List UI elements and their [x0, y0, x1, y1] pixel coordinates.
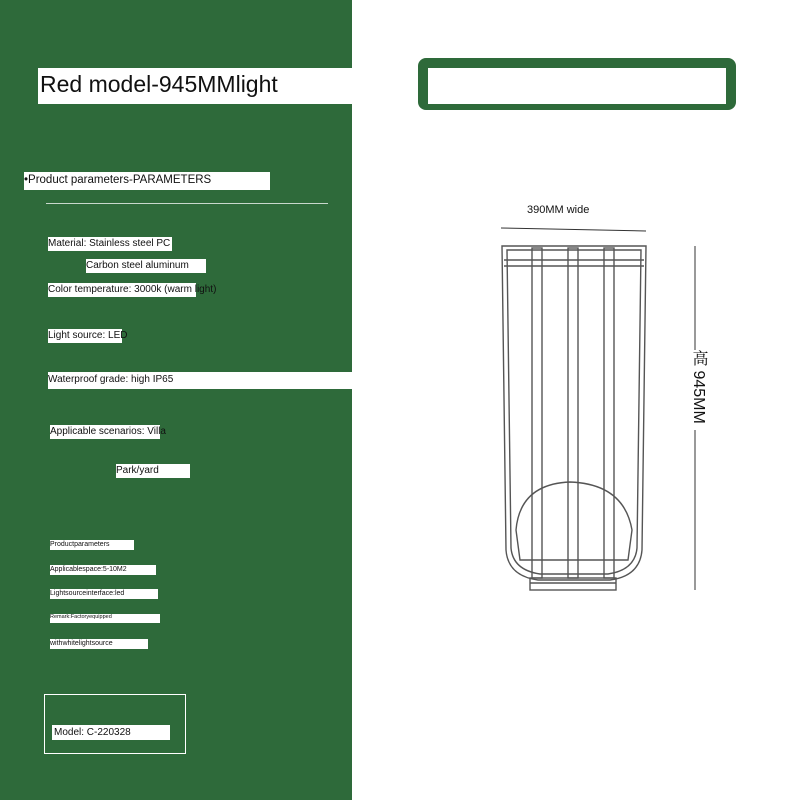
width-dimension-label: 390MM wide	[527, 204, 590, 216]
model-number: Model: C-220328	[52, 725, 170, 740]
param-material: Material: Stainless steel PC	[48, 238, 171, 249]
lamp-slat	[532, 248, 542, 578]
section-heading: •Product parameters-PARAMETERS	[24, 172, 270, 190]
lamp-drawing	[490, 220, 710, 600]
param-color-temperature: Color temperature: 3000k (warm light)	[48, 284, 217, 295]
lamp-outline-outer	[502, 246, 646, 580]
small-param-space: Applicablespace:5-10M2	[50, 565, 156, 575]
small-param-heading: Productparameters	[50, 540, 134, 550]
param-material-2: Carbon steel aluminum	[86, 259, 206, 273]
param-scenarios-2: Park/yard	[116, 464, 190, 478]
param-light-source: Light source: LED	[48, 330, 128, 341]
page-title: Red model-945MMlight	[38, 68, 354, 104]
lamp-slat	[604, 248, 614, 578]
param-scenarios: Applicable scenarios: Villa	[50, 426, 166, 437]
lamp-slat	[568, 248, 578, 578]
lamp-outline-inner	[507, 250, 641, 574]
small-param-interface: Lightsourceinterface:led	[50, 589, 158, 599]
small-param-remark: Remark:Factoryequipped	[50, 614, 160, 623]
small-param-remark-2: withwhitelightsource	[50, 639, 148, 649]
param-waterproof: Waterproof grade: high IP65	[48, 372, 352, 389]
height-dimension-label: 高 945MM	[690, 350, 707, 424]
